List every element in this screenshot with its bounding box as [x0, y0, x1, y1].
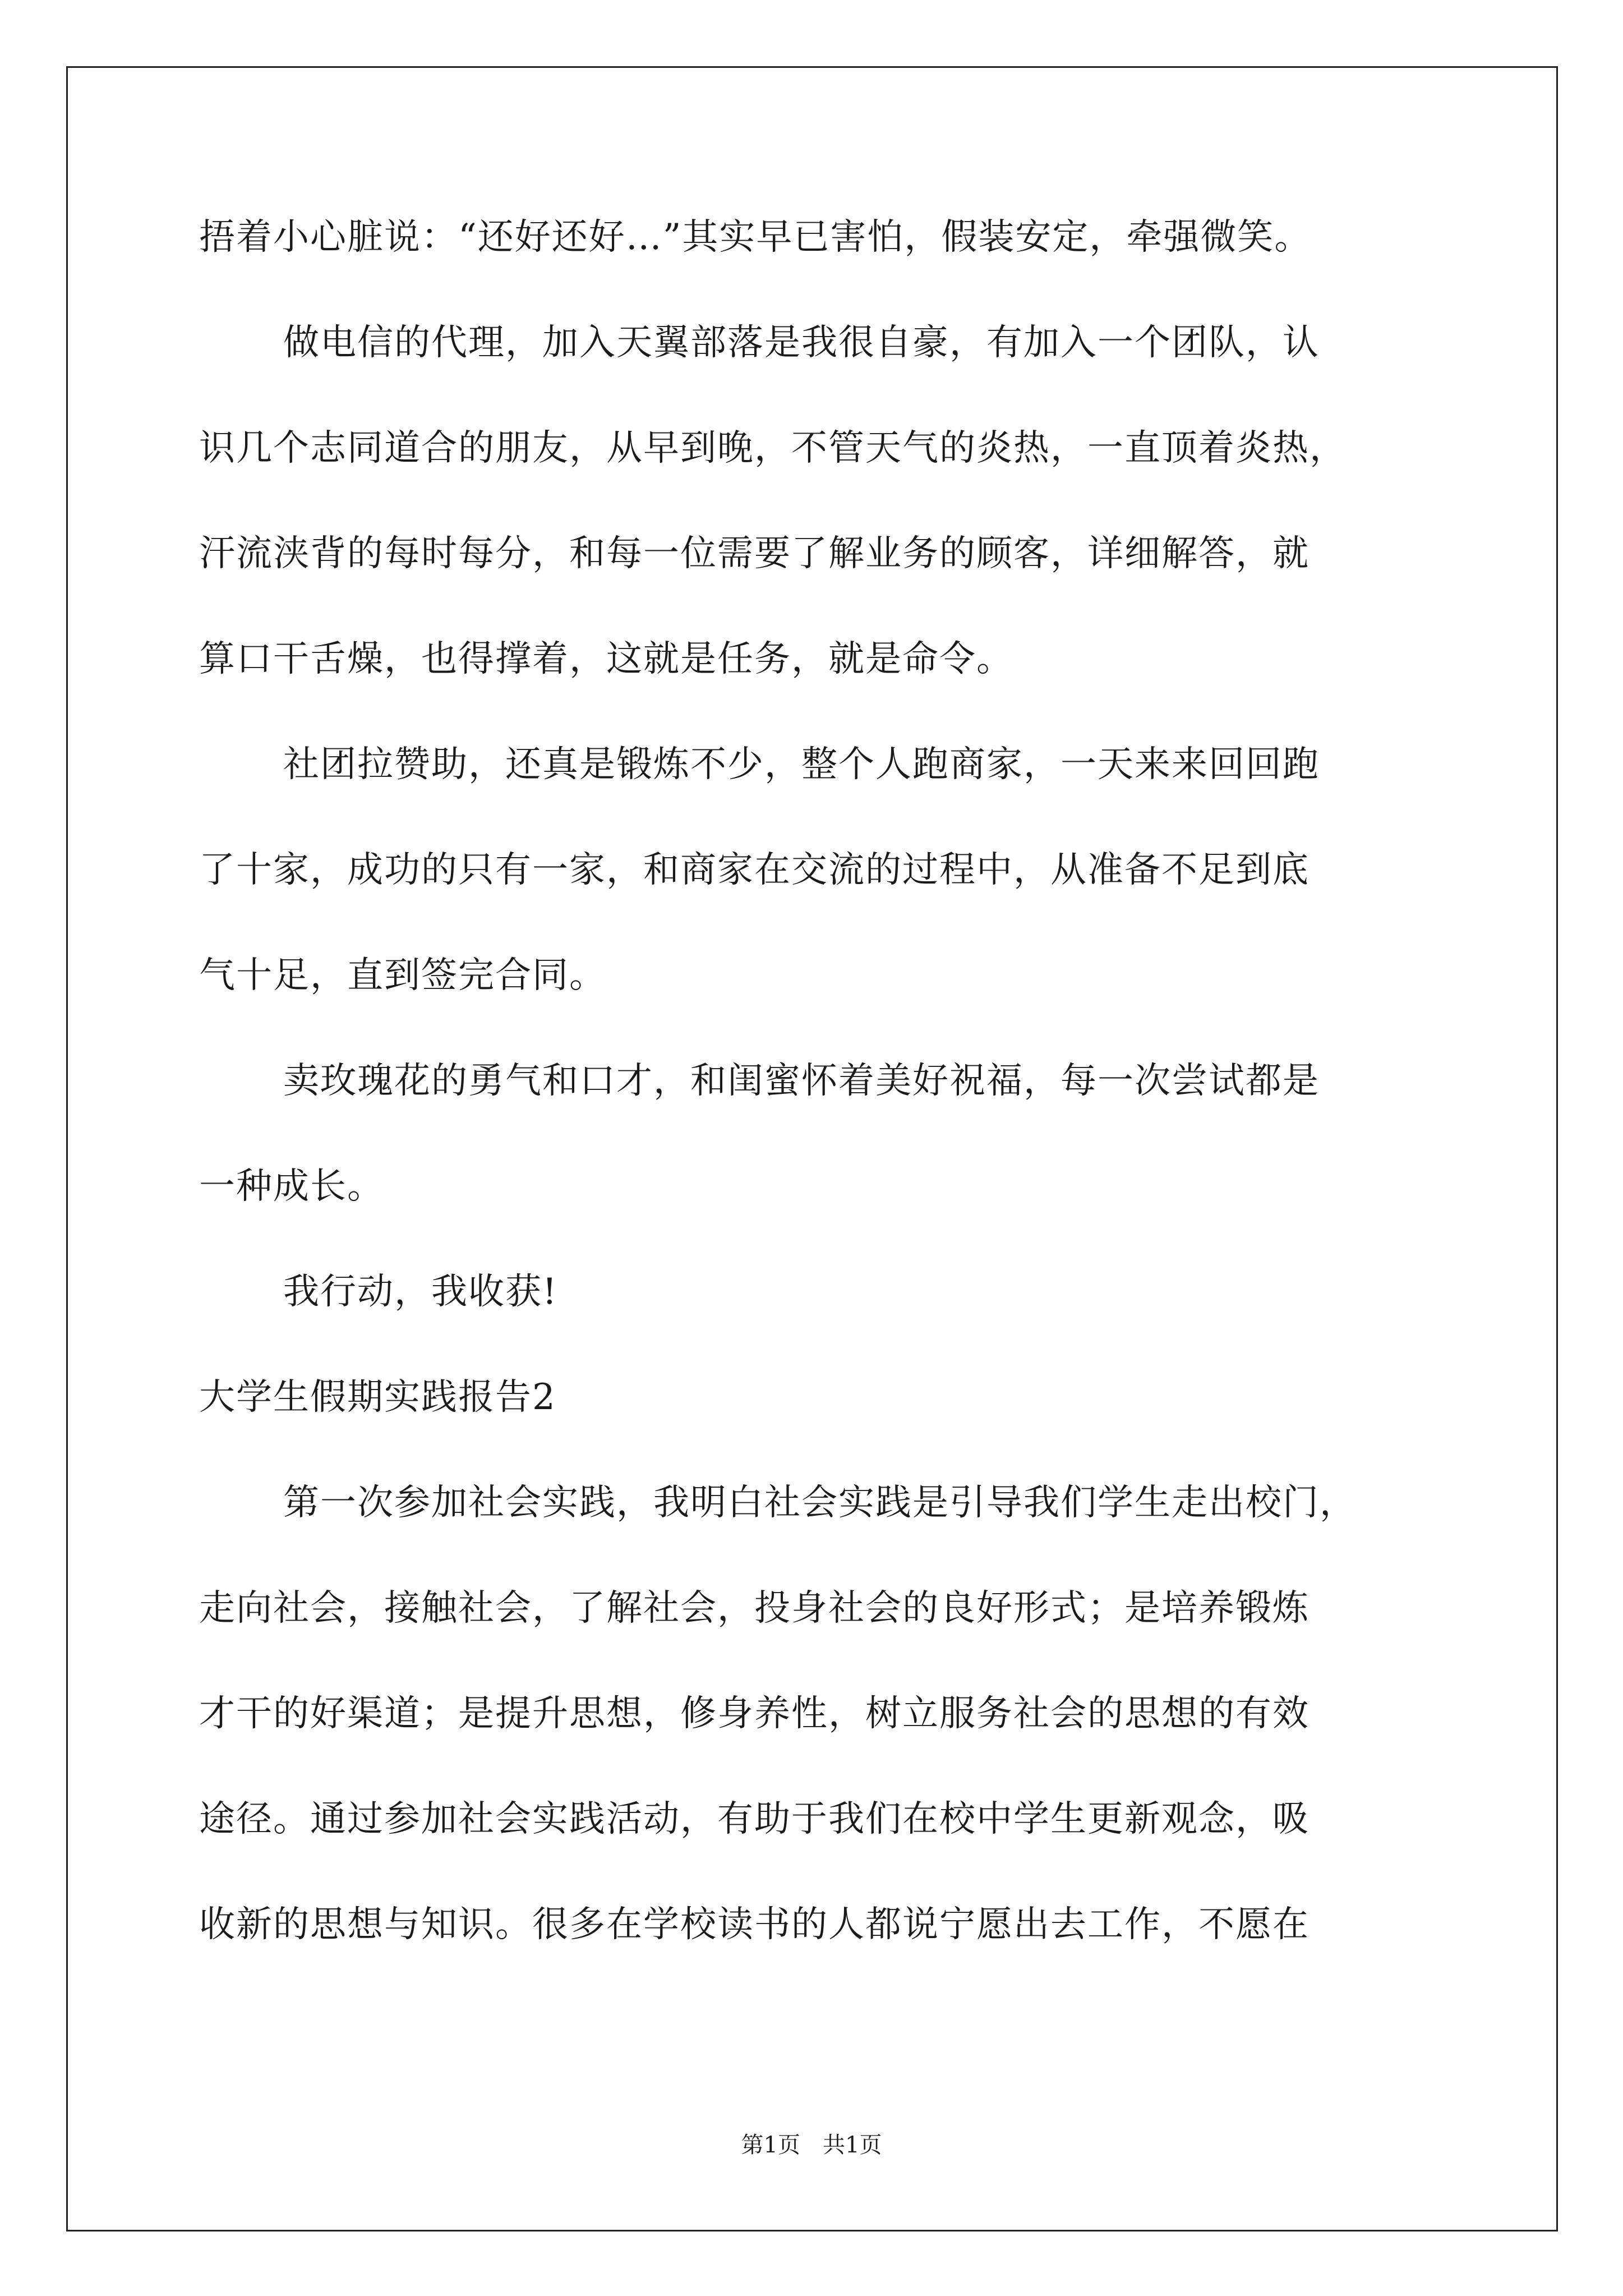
text-line-11: 我行动，我收获! [283, 1271, 558, 1313]
text-line-7: 了十家，成功的只有一家，和商家在交流的过程中，从准备不足到底 [199, 849, 1310, 891]
text-line-6: 社团拉赞助，还真是锻炼不少，整个人跑商家，一天来来回回跑 [283, 744, 1320, 785]
text-line-17: 收新的思想与知识。很多在学校读书的人都说宁愿出去工作，不愿在 [199, 1904, 1310, 1945]
text-line-15: 才干的好渠道；是提升思想，修身养性，树立服务社会的思想的有效 [199, 1693, 1310, 1734]
text-line-9: 卖玫瑰花的勇气和口才，和闺蜜怀着美好祝福，每一次尝试都是 [283, 1060, 1320, 1102]
section-heading: 大学生假期实践报告2 [199, 1377, 556, 1418]
text-line-13: 第一次参加社会实践，我明白社会实践是引导我们学生走出校门， [283, 1482, 1357, 1524]
text-line-16: 途径。通过参加社会实践活动，有助于我们在校中学生更新观念，吸 [199, 1798, 1310, 1840]
page-footer [0, 2132, 1623, 2159]
text-line-14: 走向社会，接触社会，了解社会，投身社会的良好形式；是培养锻炼 [199, 1588, 1310, 1629]
text-line-4: 汗流浃背的每时每分，和每一位需要了解业务的顾客，详细解答，就 [199, 533, 1310, 574]
document-body [199, 212, 1433, 2005]
text-line-1: 捂着小心脏说：“还好还好…”其实早已害怕，假装安定，牵强微笑。 [199, 217, 1312, 258]
text-line-8: 气十足，直到签完合同。 [199, 955, 606, 996]
total-pages: 共1页 [823, 2132, 882, 2158]
page-number: 第1页 [741, 2132, 800, 2158]
text-line-5: 算口干舌燥，也得撑着，这就是任务，就是命令。 [199, 638, 1013, 680]
text-line-3: 识几个志同道合的朋友，从早到晚，不管天气的炎热，一直顶着炎热， [199, 427, 1347, 469]
text-line-10: 一种成长。 [199, 1166, 384, 1207]
text-line-2: 做电信的代理，加入天翼部落是我很自豪，有加入一个团队，认 [283, 322, 1320, 364]
